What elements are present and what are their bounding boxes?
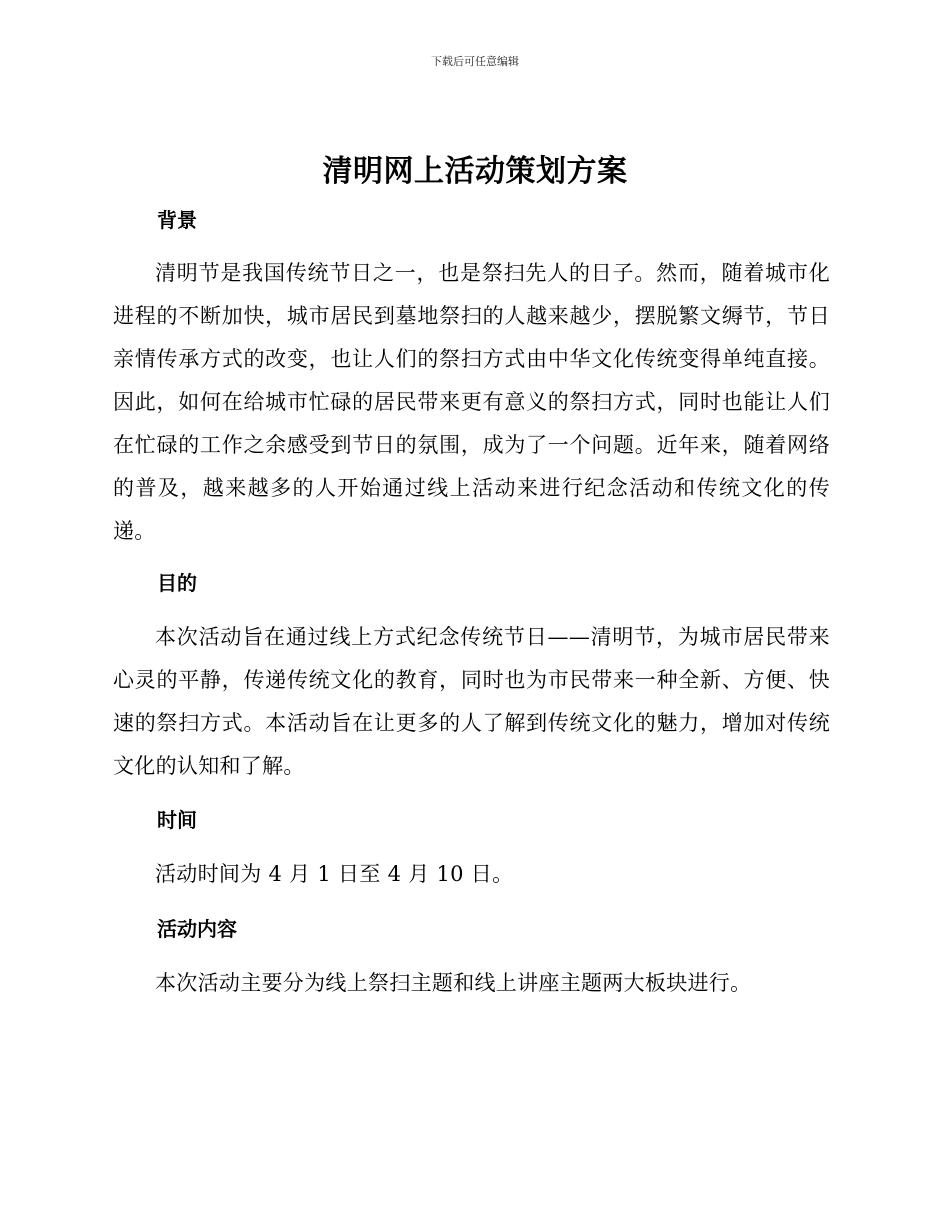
section-heading-background: 背景 (157, 208, 197, 232)
section-heading-time: 时间 (157, 808, 197, 832)
paragraph-activity-content: 本次活动主要分为线上祭扫主题和线上讲座主题两大板块进行。 (155, 971, 752, 995)
paragraph-time: 活动时间为 4 月 1 日至 4 月 10 日。 (155, 862, 514, 886)
section-heading-activity-content: 活动内容 (157, 917, 237, 941)
section-heading-purpose: 目的 (157, 571, 197, 595)
header-note: 下载后可任意编辑 (431, 55, 519, 68)
document-title: 清明网上活动策划方案 (322, 154, 628, 189)
paragraph-background: 清明节是我国传统节日之一，也是祭扫先人的日子。然而，随着城市化进程的不断加快，城市居民到墓地祭扫的人越来越少，摆脱繁文缛节，节日亲情传承方式的改变，也让人们的祭扫方式由中华文化传统变得单纯直接。因此，如何在给城市忙碌的居民带来更有意义的祭扫方式，同时也能让人们在忙碌的工作之余感受到节日的氛围，成为了一个问题。近年来，随着网络的普及，越来越多的人开始通过线上活动来进行纪念活动和传统文化的传递。 (113, 261, 830, 543)
paragraph-purpose: 本次活动旨在通过线上方式纪念传统节日——清明节，为城市居民带来心灵的平静，传递传统文化的教育，同时也为市民带来一种全新、方便、快速的祭扫方式。本活动旨在让更多的人了解到传统文化的魅力，增加对传统文化的认知和了解。 (113, 625, 830, 778)
